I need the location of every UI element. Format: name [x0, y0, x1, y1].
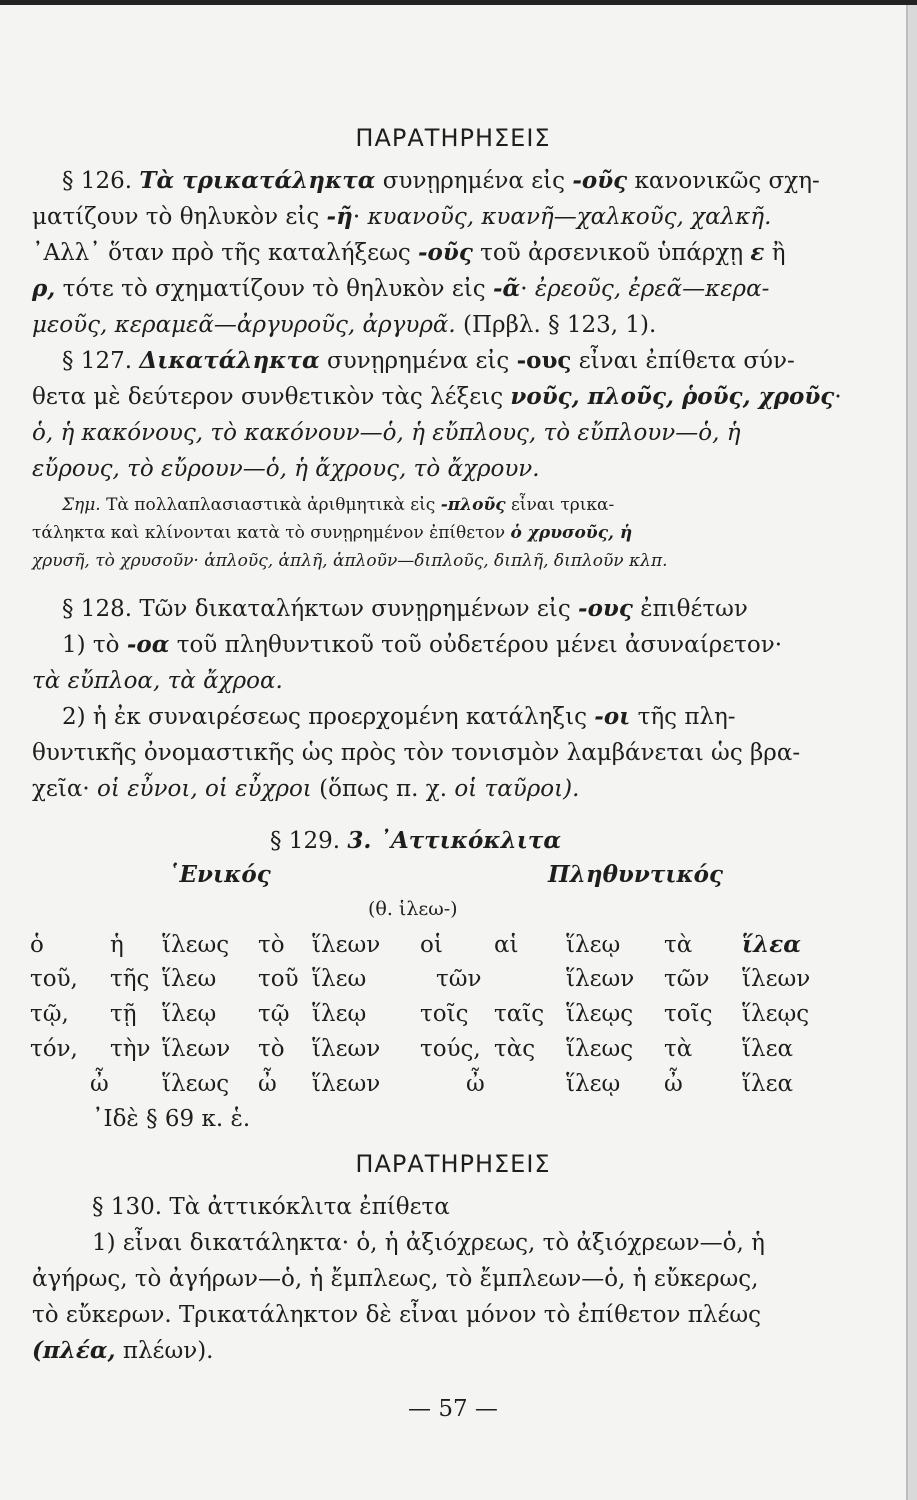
- table-cell-r4-c7: ἵλεῳ: [566, 1071, 621, 1097]
- table-cell-r4-c2: ἵλεως: [162, 1071, 230, 1097]
- heading-observations-2: ΠΑΡΑΤΗΡΗΣΕΙΣ: [355, 1150, 551, 1178]
- stem-note: (θ. ἱλεω-): [368, 898, 458, 920]
- p127-note-line-1: Σημ. Τὰ πολλαπλασιαστικὰ ἀριθμητικὰ εἰς -πλοῦς εἶναι τρικα-: [62, 495, 615, 515]
- p129-title: § 129. 3. ᾿Αττικόκλιτα: [270, 827, 562, 854]
- p127-line-2: θετα μὲ δεύτερον συνθετικὸν τὰς λέξεις νοῦς, πλοῦς, ῥοῦς, χροῦς·: [32, 383, 842, 410]
- table-cell-r2-c9: ἵλεῳς: [742, 1001, 810, 1027]
- table-cell-r1-c0: τοῦ,: [30, 966, 78, 992]
- table-cell-r2-c4: ἵλεῳ: [312, 1001, 367, 1027]
- p127-line-4: εὔρους, τὸ εὔρουν—ὁ, ἡ ἄχρους, τὸ ἄχρουν.: [32, 456, 540, 482]
- table-cell-r1-c7: ἵλεων: [566, 966, 635, 992]
- table-cell-r3-c8: τὰ: [664, 1036, 693, 1062]
- table-cell-r0-c3: τὸ: [258, 932, 285, 958]
- p130-line-5: (πλέα, πλέων).: [32, 1337, 214, 1364]
- table-cell-r0-c5: οἱ: [420, 932, 443, 958]
- table-cell-r0-c9: ἵλεα: [742, 931, 801, 958]
- p127-line-1: § 127. Δικατάληκτα συνῃρημένα εἰς -ους εἶναι ἐπίθετα σύν-: [62, 347, 795, 374]
- p126-line-1: § 126. Τὰ τρικατάληκτα συνῃρημένα εἰς -οῦς κανονικῶς σχη-: [62, 167, 820, 194]
- table-cell-r3-c3: τὸ: [258, 1036, 285, 1062]
- table-cell-r3-c9: ἵλεα: [742, 1036, 794, 1062]
- table-cell-r4-c4: ἵλεων: [312, 1071, 381, 1097]
- table-cell-r0-c7: ἵλεῳ: [566, 932, 621, 958]
- table-cell-r2-c0: τῷ,: [30, 1001, 69, 1027]
- table-cell-r2-c7: ἵλεῳς: [566, 1001, 634, 1027]
- table-cell-r1-c2: ἵλεω: [162, 966, 217, 992]
- singular-header: ῾Ενικός: [168, 861, 271, 888]
- heading-observations-1: ΠΑΡΑΤΗΡΗΣΕΙΣ: [355, 124, 551, 152]
- table-cell-r3-c1: τὴν: [110, 1036, 151, 1062]
- p128-line-2: 1) τὸ -οα τοῦ πληθυντικοῦ τοῦ οὐδετέρου μένει ἀσυναίρετον·: [62, 631, 783, 658]
- p128-line-5: θυντικῆς ὀνομαστικῆς ὡς πρὸς τὸν τονισμὸν λαμβάνεται ὡς βρα-: [32, 740, 801, 766]
- p127-note-line-2: τάληκτα καὶ κλίνονται κατὰ τὸ συνῃρημένον ἐπίθετον ὁ χρυσοῦς, ἡ: [32, 523, 633, 543]
- p126-line-3: ᾿Αλλ᾿ ὅταν πρὸ τῆς καταλήξεως -οῦς τοῦ ἀρσενικοῦ ὑπάρχῃ ε ἢ: [32, 239, 786, 266]
- table-cell-r2-c2: ἵλεῳ: [162, 1001, 217, 1027]
- table-cell-r1-c4: ἵλεω: [312, 966, 367, 992]
- table-cell-r0-c4: ἵλεων: [312, 932, 381, 958]
- table-cell-r2-c6: ταῖς: [494, 1001, 545, 1027]
- p126-line-4: ρ, τότε τὸ σχηματίζουν τὸ θηλυκὸν εἰς -ᾶ· ἐρεοῦς, ἐρεᾶ—κερα-: [32, 275, 770, 302]
- table-cell-r4-c9: ἵλεα: [742, 1071, 794, 1097]
- see-reference: ᾿Ιδὲ § 69 κ. ἑ.: [92, 1106, 251, 1132]
- table-cell-r1-c3: τοῦ: [258, 966, 299, 992]
- p130-line-4: τὸ εὔκερων. Τρικατάληκτον δὲ εἶναι μόνον τὸ ἐπίθετον πλέως: [32, 1302, 762, 1328]
- table-cell-r1-c8: τῶν: [664, 966, 710, 992]
- scan-top-edge: [0, 0, 917, 5]
- table-cell-r0-c8: τὰ: [664, 932, 693, 958]
- p127-note-line-3: χρυσῆ, τὸ χρυσοῦν· ἁπλοῦς, ἁπλῆ, ἁπλοῦν—διπλοῦς, διπλῆ, διπλοῦν κλπ.: [32, 551, 668, 571]
- table-cell-r2-c5: τοῖς: [420, 1001, 469, 1027]
- table-cell-r3-c6: τὰς: [494, 1036, 536, 1062]
- p128-line-4: 2) ἡ ἐκ συναιρέσεως προερχομένη κατάληξις -οι τῆς πλη-: [62, 703, 736, 730]
- p128-line-3: τὰ εὔπλοα, τὰ ἄχροα.: [32, 668, 283, 694]
- plural-header: Πληθυντικός: [548, 861, 724, 888]
- table-cell-r1-c9: ἵλεων: [742, 966, 811, 992]
- table-cell-r3-c5: τούς,: [420, 1036, 481, 1062]
- table-cell-r2-c8: τοῖς: [664, 1001, 713, 1027]
- table-cell-r3-c7: ἵλεως: [566, 1036, 634, 1062]
- p130-line-1: § 130. Τὰ ἀττικόκλιτα ἐπίθετα: [92, 1194, 450, 1220]
- table-cell-r3-c2: ἵλεων: [162, 1036, 231, 1062]
- p128-line-1: § 128. Τῶν δικαταλήκτων συνῃρημένων εἰς -ους ἐπιθέτων: [62, 595, 748, 622]
- page-number: — 57 —: [408, 1396, 498, 1422]
- p128-line-6: χεῖα· οἱ εὖνοι, οἱ εὖχροι (ὅπως π. χ. οἱ ταῦροι).: [32, 776, 580, 802]
- p127-line-3: ὁ, ἡ κακόνους, τὸ κακόνουν—ὁ, ἡ εὔπλους, τὸ εὔπλουν—ὁ, ἡ: [32, 420, 741, 446]
- table-cell-r3-c0: τόν,: [30, 1036, 78, 1062]
- table-cell-r2-c3: τῷ: [258, 1001, 290, 1027]
- table-cell-r1-c1: τῆς: [110, 966, 150, 992]
- table-cell-r0-c1: ἡ: [110, 932, 124, 958]
- p126-line-5: μεοῦς, κεραμεᾶ—ἀργυροῦς, ἀργυρᾶ. (Πρβλ. § 123, 1).: [32, 312, 657, 338]
- p130-line-3: ἀγήρως, τὸ ἀγήρων—ὁ, ἡ ἔμπλεως, τὸ ἔμπλεων—ὁ, ἡ εὔκερως,: [32, 1266, 759, 1292]
- table-cell-r1-c6: τῶν: [436, 966, 482, 992]
- table-cell-r4-c3: ὦ: [258, 1071, 277, 1097]
- table-cell-r4-c1: ὦ: [90, 1071, 109, 1097]
- p126-line-2: ματίζουν τὸ θηλυκὸν εἰς -ῆ· κυανοῦς, κυανῆ—χαλκοῦς, χαλκῆ.: [32, 203, 772, 230]
- table-cell-r3-c4: ἵλεων: [312, 1036, 381, 1062]
- table-cell-r4-c6: ὦ: [466, 1071, 485, 1097]
- table-cell-r0-c2: ἵλεως: [162, 932, 230, 958]
- table-cell-r4-c8: ὦ: [664, 1071, 683, 1097]
- table-cell-r0-c0: ὁ: [30, 932, 44, 958]
- p130-line-2: 1) εἶναι δικατάληκτα· ὁ, ἡ ἀξιόχρεως, τὸ ἀξιόχρεων—ὁ, ἡ: [92, 1230, 765, 1256]
- table-cell-r0-c6: αἱ: [494, 932, 519, 958]
- table-cell-r2-c1: τῇ: [110, 1001, 137, 1027]
